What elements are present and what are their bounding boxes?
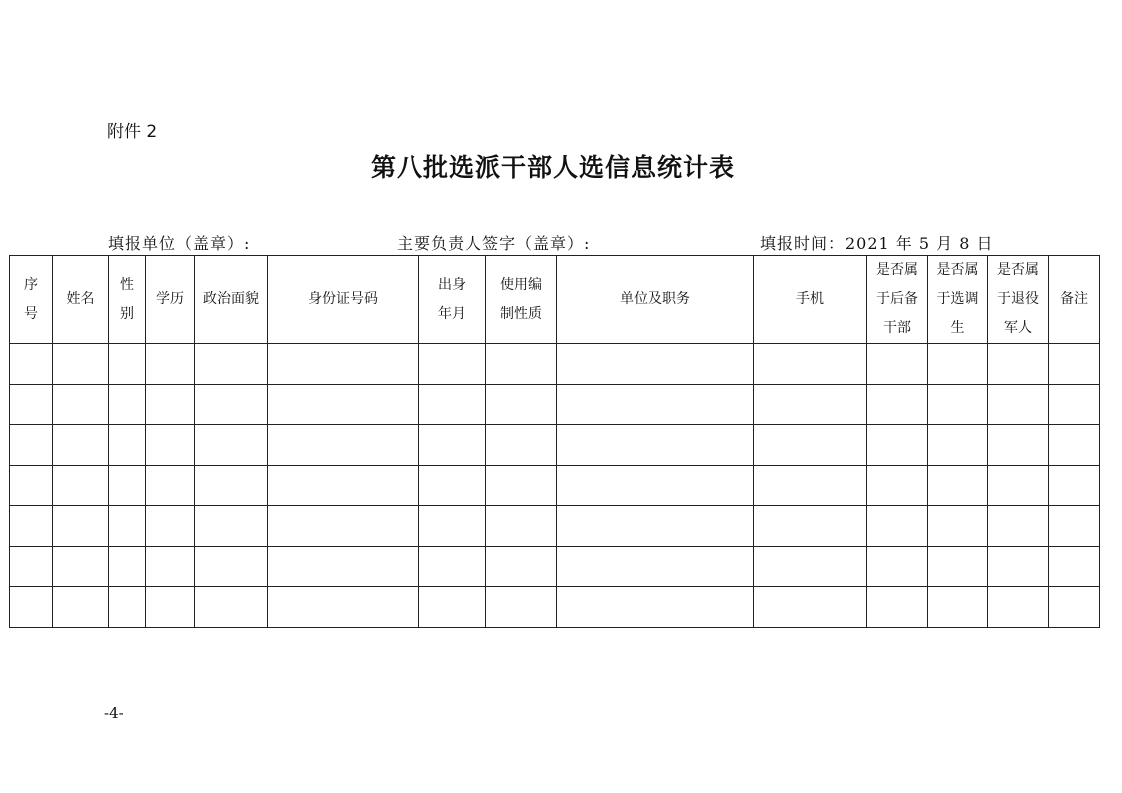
table-cell-gender[interactable] xyxy=(109,384,146,425)
table-cell-education[interactable] xyxy=(146,506,195,547)
table-cell-reserve-cadre[interactable] xyxy=(867,546,928,587)
column-header-education xyxy=(146,256,195,344)
table-cell-gender[interactable] xyxy=(109,344,146,385)
column-header-line: 单位及职务 xyxy=(620,291,690,307)
table-cell-veteran[interactable] xyxy=(988,344,1049,385)
table-cell-remarks[interactable] xyxy=(1049,344,1100,385)
column-header-birth-date xyxy=(419,256,486,344)
column-header-reserve-cadre xyxy=(867,256,928,344)
table-cell-reserve-cadre[interactable] xyxy=(867,587,928,628)
table-row xyxy=(10,506,1100,547)
table-cell-political-status[interactable] xyxy=(195,465,268,506)
table-cell-birth-date[interactable] xyxy=(419,506,486,547)
column-header-line: 军人 xyxy=(1004,320,1032,336)
table-cell-id-number[interactable] xyxy=(268,344,419,385)
table-cell-gender[interactable] xyxy=(109,425,146,466)
column-header-line: 手机 xyxy=(796,291,824,307)
table-cell-id-number[interactable] xyxy=(268,587,419,628)
table-cell-name[interactable] xyxy=(53,587,109,628)
table-cell-id-number[interactable] xyxy=(268,384,419,425)
table-cell-serial[interactable] xyxy=(10,465,53,506)
column-header-unit-position xyxy=(557,256,754,344)
report-date-label: 填报时间：2021 年 5 月 8 日 xyxy=(760,234,994,253)
column-header-selected-graduate xyxy=(928,256,988,344)
table-cell-birth-date[interactable] xyxy=(419,425,486,466)
table-cell-selected-graduate[interactable] xyxy=(928,344,988,385)
column-header-veteran xyxy=(988,256,1049,344)
table-cell-unit-position[interactable] xyxy=(557,384,754,425)
table-cell-id-number[interactable] xyxy=(268,506,419,547)
table-row xyxy=(10,425,1100,466)
column-header-line: 号 xyxy=(24,305,38,322)
column-header-line: 年月 xyxy=(438,305,466,322)
table-cell-veteran[interactable] xyxy=(988,465,1049,506)
table-body xyxy=(10,344,1100,628)
table-cell-staffing-type[interactable] xyxy=(486,546,557,587)
column-header-line: 制性质 xyxy=(500,305,542,322)
column-header-gender xyxy=(109,256,146,344)
table-cell-veteran[interactable] xyxy=(988,587,1049,628)
table-cell-name[interactable] xyxy=(53,546,109,587)
table-cell-gender[interactable] xyxy=(109,587,146,628)
column-header-mobile xyxy=(754,256,867,344)
table-cell-staffing-type[interactable] xyxy=(486,506,557,547)
table-row xyxy=(10,587,1100,628)
table-cell-serial[interactable] xyxy=(10,546,53,587)
column-header-line: 备注 xyxy=(1060,291,1088,307)
table-cell-mobile[interactable] xyxy=(754,546,867,587)
table-cell-mobile[interactable] xyxy=(754,425,867,466)
table-cell-political-status[interactable] xyxy=(195,587,268,628)
table-cell-reserve-cadre[interactable] xyxy=(867,344,928,385)
table-cell-remarks[interactable] xyxy=(1049,384,1100,425)
table-cell-political-status[interactable] xyxy=(195,384,268,425)
table-cell-unit-position[interactable] xyxy=(557,465,754,506)
table-cell-reserve-cadre[interactable] xyxy=(867,465,928,506)
table-cell-veteran[interactable] xyxy=(988,425,1049,466)
page-title: 第八批选派干部人选信息统计表 xyxy=(370,153,735,182)
table-cell-birth-date[interactable] xyxy=(419,587,486,628)
table-cell-birth-date[interactable] xyxy=(419,546,486,587)
column-header-line: 别 xyxy=(120,305,134,322)
column-header-line: 是否属 xyxy=(876,262,918,278)
table-cell-selected-graduate[interactable] xyxy=(928,587,988,628)
table-cell-veteran[interactable] xyxy=(988,384,1049,425)
table-cell-serial[interactable] xyxy=(10,587,53,628)
table-cell-political-status[interactable] xyxy=(195,506,268,547)
column-header-line: 姓名 xyxy=(66,291,95,307)
column-header-line: 于退役 xyxy=(997,291,1039,307)
attachment-label: 附件 2 xyxy=(107,122,158,142)
table-cell-birth-date[interactable] xyxy=(419,344,486,385)
table-cell-unit-position[interactable] xyxy=(557,587,754,628)
table-cell-education[interactable] xyxy=(146,465,195,506)
table-header-row xyxy=(10,256,1100,344)
column-header-line: 干部 xyxy=(883,320,911,336)
table-cell-selected-graduate[interactable] xyxy=(928,506,988,547)
table-cell-education[interactable] xyxy=(146,546,195,587)
column-header-line: 于选调 xyxy=(936,291,979,307)
column-header-line: 学历 xyxy=(156,291,184,307)
table-cell-education[interactable] xyxy=(146,425,195,466)
table-cell-remarks[interactable] xyxy=(1049,506,1100,547)
column-header-political-status xyxy=(195,256,268,344)
table-row xyxy=(10,344,1100,385)
column-header-line: 是否属 xyxy=(997,262,1039,278)
table-cell-unit-position[interactable] xyxy=(557,344,754,385)
table-cell-unit-position[interactable] xyxy=(557,546,754,587)
signer-label: 主要负责人签字（盖章）: xyxy=(397,234,591,253)
table-cell-selected-graduate[interactable] xyxy=(928,425,988,466)
table-cell-gender[interactable] xyxy=(109,506,146,547)
table-cell-veteran[interactable] xyxy=(988,546,1049,587)
table-cell-serial[interactable] xyxy=(10,344,53,385)
table-cell-remarks[interactable] xyxy=(1049,587,1100,628)
table-cell-remarks[interactable] xyxy=(1049,465,1100,506)
column-header-line: 性 xyxy=(120,276,134,293)
column-header-remarks xyxy=(1049,256,1100,344)
table-cell-mobile[interactable] xyxy=(754,465,867,506)
table-cell-name[interactable] xyxy=(53,344,109,385)
table-cell-birth-date[interactable] xyxy=(419,384,486,425)
table-cell-id-number[interactable] xyxy=(268,465,419,506)
table-cell-gender[interactable] xyxy=(109,546,146,587)
table-cell-gender[interactable] xyxy=(109,465,146,506)
table-cell-id-number[interactable] xyxy=(268,546,419,587)
table-cell-birth-date[interactable] xyxy=(419,465,486,506)
column-header-line: 身份证号码 xyxy=(308,291,378,307)
table-cell-staffing-type[interactable] xyxy=(486,344,557,385)
table-cell-name[interactable] xyxy=(53,384,109,425)
table-row xyxy=(10,384,1100,425)
column-header-name xyxy=(53,256,109,344)
table-cell-mobile[interactable] xyxy=(754,506,867,547)
column-header-line: 生 xyxy=(950,320,965,336)
table-cell-staffing-type[interactable] xyxy=(486,587,557,628)
table-cell-political-status[interactable] xyxy=(195,344,268,385)
table-cell-serial[interactable] xyxy=(10,384,53,425)
table-cell-veteran[interactable] xyxy=(988,506,1049,547)
table-cell-reserve-cadre[interactable] xyxy=(867,506,928,547)
table-cell-selected-graduate[interactable] xyxy=(928,546,988,587)
column-header-serial xyxy=(10,256,53,344)
table-cell-staffing-type[interactable] xyxy=(486,384,557,425)
table-cell-mobile[interactable] xyxy=(754,384,867,425)
table-cell-political-status[interactable] xyxy=(195,546,268,587)
table-cell-id-number[interactable] xyxy=(268,425,419,466)
column-header-line: 是否属 xyxy=(936,262,979,278)
table-cell-education[interactable] xyxy=(146,587,195,628)
table-cell-education[interactable] xyxy=(146,344,195,385)
table-cell-reserve-cadre[interactable] xyxy=(867,425,928,466)
table-cell-remarks[interactable] xyxy=(1049,546,1100,587)
table-cell-serial[interactable] xyxy=(10,506,53,547)
page-number: -4- xyxy=(104,704,124,722)
column-header-line: 于后备 xyxy=(876,291,918,307)
reporting-unit-label: 填报单位（盖章）: xyxy=(108,234,251,253)
column-header-line: 出身 xyxy=(438,276,466,293)
table-cell-education[interactable] xyxy=(146,384,195,425)
table-cell-unit-position[interactable] xyxy=(557,506,754,547)
column-header-line: 序 xyxy=(24,276,38,293)
table-row xyxy=(10,546,1100,587)
table-header xyxy=(10,256,1100,344)
table-cell-staffing-type[interactable] xyxy=(486,425,557,466)
table-cell-selected-graduate[interactable] xyxy=(928,384,988,425)
table-cell-mobile[interactable] xyxy=(754,344,867,385)
column-header-id-number xyxy=(268,256,419,344)
column-header-staffing-type xyxy=(486,256,557,344)
table-cell-name[interactable] xyxy=(53,506,109,547)
column-header-line: 使用编 xyxy=(500,276,542,293)
table-cell-unit-position[interactable] xyxy=(557,425,754,466)
table-cell-name[interactable] xyxy=(53,425,109,466)
column-header-line: 政治面貌 xyxy=(203,291,259,307)
table-cell-serial[interactable] xyxy=(10,425,53,466)
table-row xyxy=(10,465,1100,506)
table-cell-political-status[interactable] xyxy=(195,425,268,466)
table-cell-remarks[interactable] xyxy=(1049,425,1100,466)
table-cell-reserve-cadre[interactable] xyxy=(867,384,928,425)
table-cell-selected-graduate[interactable] xyxy=(928,465,988,506)
table-cell-staffing-type[interactable] xyxy=(486,465,557,506)
statistics-table xyxy=(9,255,1100,628)
table-cell-mobile[interactable] xyxy=(754,587,867,628)
table-cell-name[interactable] xyxy=(53,465,109,506)
